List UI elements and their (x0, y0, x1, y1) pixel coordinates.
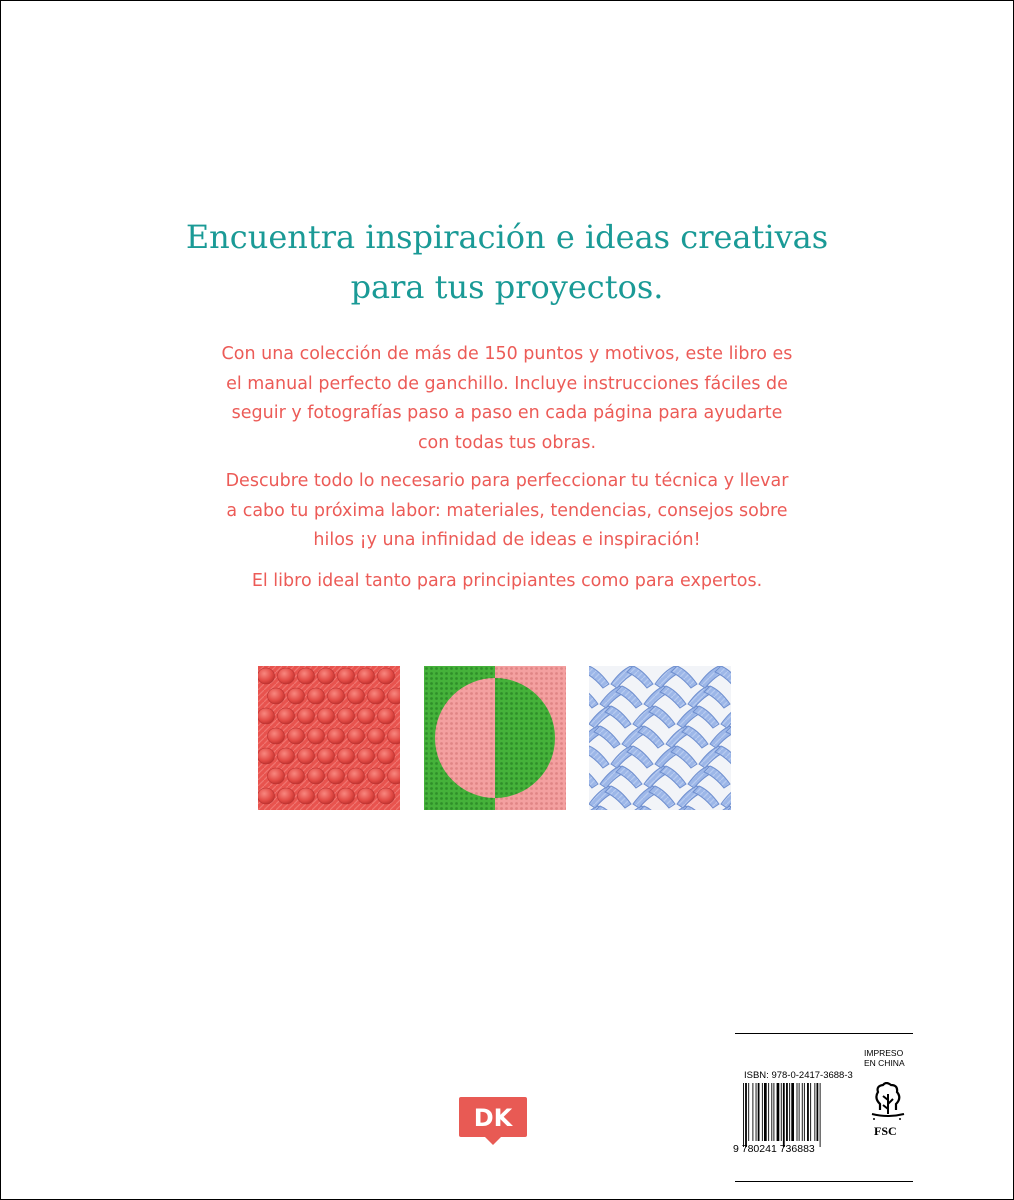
paragraph-line: El libro ideal tanto para principiantes como para expertos. (251, 571, 763, 591)
isbn-label: ISBN: 978-0-2417-3688-3 (744, 1070, 853, 1081)
blue-cable-swatch (589, 666, 731, 810)
bobble-stitch (318, 708, 335, 724)
barcode-bar (745, 1083, 747, 1147)
paragraph-line: Descubre todo lo necesario para perfeccionar tu técnica y llevar (225, 471, 789, 491)
headline-line: Encuentra inspiración e ideas creativas (185, 218, 829, 256)
barcode-bar (802, 1083, 803, 1141)
printed-in-line: EN CHINA (864, 1058, 905, 1068)
barcode-bar (773, 1083, 774, 1141)
headline (0, 212, 1014, 312)
bobble-stitch (308, 688, 325, 704)
bobble-stitch (358, 708, 375, 724)
bobble-stitch (278, 708, 295, 724)
bobble-stitch (298, 708, 315, 724)
barcode-bar (786, 1083, 788, 1141)
dk-logo-text: DK (473, 1104, 513, 1132)
bobble-stitch (298, 668, 315, 684)
bobble-stitch (328, 728, 345, 744)
bobble-stitch (258, 788, 275, 804)
barcode-bar (820, 1083, 821, 1147)
bobble-stitch (268, 768, 285, 784)
bobble-stitch (338, 788, 355, 804)
bobble-stitch (308, 728, 325, 744)
barcode-bar (783, 1083, 785, 1147)
barcode-bar (789, 1083, 790, 1141)
barcode-bar (748, 1083, 749, 1141)
bobble-stitch (278, 788, 295, 804)
barcode-bar (758, 1083, 760, 1141)
barcode-digits: 9 780241 736883 (733, 1143, 815, 1155)
bobble-stitch (358, 668, 375, 684)
bobble-stitch (338, 748, 355, 764)
paragraph-line: Con una colección de más de 150 puntos y motivos, este libro es (221, 344, 793, 364)
bobble-stitch (288, 768, 305, 784)
bobble-stitch (328, 768, 345, 784)
fsc-label: FSC (874, 1124, 897, 1138)
barcode-rule-top (735, 1033, 913, 1034)
pink-green-circle-swatch (424, 666, 566, 810)
barcode-bar (791, 1083, 794, 1141)
bobble-stitch (348, 688, 365, 704)
barcode-bar (768, 1083, 769, 1141)
bobble-stitch (368, 728, 385, 744)
barcode-bar (817, 1083, 819, 1141)
paragraph-line: el manual perfecto de ganchillo. Incluye instrucciones fáciles de (226, 373, 788, 394)
bobble-stitch (348, 768, 365, 784)
printed-in-label (864, 1048, 924, 1068)
paragraph-line: con todas tus obras. (417, 432, 597, 453)
barcode-bar (814, 1083, 815, 1141)
bobble-stitch (258, 748, 275, 764)
barcode-bar (799, 1083, 800, 1141)
bobble-stitch (338, 668, 355, 684)
barcode-bar (807, 1083, 809, 1141)
barcode-rule-bottom (735, 1181, 913, 1182)
bobble-stitch (308, 768, 325, 784)
barcode-bar (777, 1083, 780, 1141)
barcode-bar (771, 1083, 772, 1141)
bobble-stitch (318, 788, 335, 804)
bobble-stitch (338, 708, 355, 724)
bobble-stitch (378, 708, 395, 724)
bobble-stitch (358, 788, 375, 804)
barcode-bar (756, 1083, 757, 1141)
barcode-bar (797, 1083, 798, 1141)
bobble-stitch (318, 748, 335, 764)
barcode-bar (804, 1083, 805, 1141)
headline-line: para tus proyectos. (350, 268, 664, 306)
bobble-stitch (288, 728, 305, 744)
bobble-stitch (348, 728, 365, 744)
paragraph-audience (150, 567, 864, 597)
bobble-stitch (378, 668, 395, 684)
bobble-stitch (298, 748, 315, 764)
dk-logo (459, 1097, 527, 1145)
bobble-stitch (268, 728, 285, 744)
bobble-stitch (268, 688, 285, 704)
bobble-stitch (258, 668, 275, 684)
bobble-stitch (378, 748, 395, 764)
paragraph-description (150, 340, 864, 458)
bobble-stitch (368, 768, 385, 784)
bobble-stitch (378, 788, 395, 804)
bobble-stitch (278, 748, 295, 764)
printed-in-line: IMPRESO (864, 1048, 904, 1058)
bobble-stitch (358, 748, 375, 764)
bobble-stitch (278, 668, 295, 684)
barcode-bar (810, 1083, 811, 1141)
barcode-bar (752, 1083, 753, 1141)
barcode-bar (743, 1083, 744, 1147)
bobble-stitch (318, 668, 335, 684)
barcode-bar (764, 1083, 767, 1141)
bobble-stitch (328, 688, 345, 704)
paragraph-line: seguir y fotografías paso a paso en cada página para ayudarte (231, 403, 783, 423)
bobble-stitch (368, 688, 385, 704)
paragraph-line: a cabo tu próxima labor: materiales, tendencias, consejos sobre (226, 500, 788, 521)
barcode-bar (762, 1083, 763, 1141)
paragraph-line: hilos ¡y una infinidad de ideas e inspiración! (313, 530, 701, 550)
red-bobble-swatch (258, 666, 400, 810)
bobble-stitch (258, 708, 275, 724)
bobble-stitch (288, 688, 305, 704)
paragraph-discover (150, 467, 864, 556)
bobble-stitch (298, 788, 315, 804)
barcode-bar (781, 1083, 782, 1141)
